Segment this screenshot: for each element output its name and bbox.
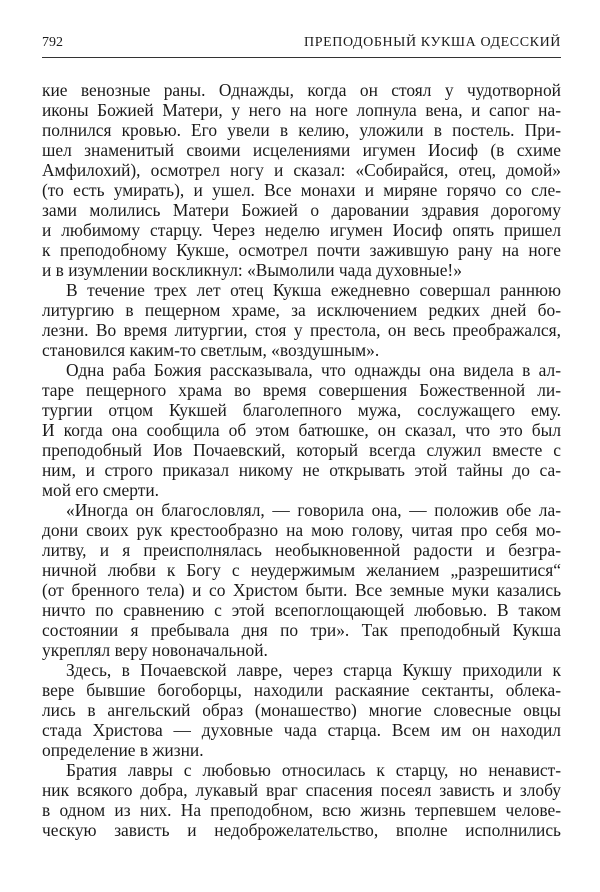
text-line: к преподобному Кукше, осмотрел почти зажившую рану на ноге (42, 240, 561, 260)
text-line: (от бренного тела) и со Христом быти. Все земные муки казались (42, 580, 561, 600)
text-line: «Иногда он благословлял, — говорила она, — положив обе ла- (66, 500, 561, 520)
text-line: (то есть умирать), и ушел. Все монахи и миряне горячо со сле- (42, 180, 561, 200)
text-line: ник всякого добра, лукавый враг спасения посеял зависть и злобу (42, 780, 561, 800)
text-line: ческую зависть и недоброжелательство, вполне исполнились (42, 820, 561, 840)
paragraph (42, 360, 561, 500)
text-line: кие венозные раны. Однажды, когда он стоял у чудотворной (42, 80, 561, 100)
text-line: шел знаменитый своими исцелениями игумен Иосиф (в схиме (42, 140, 561, 160)
text-line: вере бывшие богоборцы, находили раскаяние сектанты, облека- (42, 680, 561, 700)
paragraph (42, 280, 561, 360)
page-header (42, 33, 561, 58)
page-number: 792 (42, 35, 63, 50)
text-line: стада Христова — духовные чада старца. Всем им он находил (42, 720, 561, 740)
text-line: Здесь, в Почаевской лавре, через старца Кукшу приходили к (66, 660, 561, 680)
text-line: литургию в пещерном храме, за исключением редких дней бо- (42, 300, 561, 320)
text-line: мой его смерти. (42, 480, 159, 500)
text-line: Одна раба Божия рассказывала, что однажды она видела в ал- (66, 360, 561, 380)
text-line: Амфилохий), осмотрел ногу и сказал: «Собирайся, отец, домой» (42, 160, 561, 180)
text-line: лись в ангельский образ (монашество) многие словесные овцы (42, 700, 561, 720)
text-line: ничной любви к Богу с неудержимым желанием „разрешитися“ (42, 560, 561, 580)
paragraph (42, 80, 561, 280)
text-line: определение в жизни. (42, 740, 204, 760)
text-line: ничто по сравнению с этой всепоглощающей любовью. В таком (42, 600, 561, 620)
text-line: лезни. Во время литургии, стоя у престола, он весь преображался, (42, 320, 561, 340)
text-line: и любимому старцу. Через неделю игумен Иосиф опять пришел (42, 220, 561, 240)
text-line: дони своих рук крестообразно на мою голову, читая про себя мо- (42, 520, 561, 540)
running-title: ПРЕПОДОБНЫЙ КУКША ОДЕССКИЙ (304, 35, 561, 50)
text-line: таре пещерного храма во время совершения Божественной ли- (42, 380, 561, 400)
text-line: становился каким-то светлым, «воздушным». (42, 340, 380, 360)
text-line: преподобный Иов Почаевский, который всегда служил вместе с (42, 440, 561, 460)
text-line: литву, и я преисполнялась необыкновенной радости и безгра- (42, 540, 561, 560)
text-line: в одном из них. На преподобном, всю жизнь терпевшем челове- (42, 800, 561, 820)
paragraph (42, 660, 561, 760)
text-line: В течение трех лет отец Кукша ежедневно совершал раннюю (66, 280, 561, 300)
paragraph (42, 760, 561, 840)
paragraph (42, 500, 561, 660)
text-line: и в изумлении воскликнул: «Вымолили чада духовные!» (42, 260, 462, 280)
text-line: состоянии я пребывала дня по три». Так преподобный Кукша (42, 620, 561, 640)
text-line: укреплял веру новоначальной. (42, 640, 268, 660)
page-body (42, 80, 561, 840)
text-line: И когда она сообщила об этом батюшке, он сказал, что это был (42, 420, 561, 440)
text-line: ним, и строго приказал никому не открывать этой тайны до са- (42, 460, 561, 480)
text-line: иконы Божией Матери, у него на ноге лопнула вена, и сапог на- (42, 100, 561, 120)
text-line: Братия лавры с любовью относилась к старцу, но ненавист- (66, 760, 561, 780)
text-line: полнился кровью. Его увели в келию, уложили в постель. При- (42, 120, 561, 140)
text-line: тургии отцом Кукшей благолепного мужа, сослужащего ему. (42, 400, 561, 420)
text-line: зами молились Матери Божией о даровании здравия дорогому (42, 200, 561, 220)
